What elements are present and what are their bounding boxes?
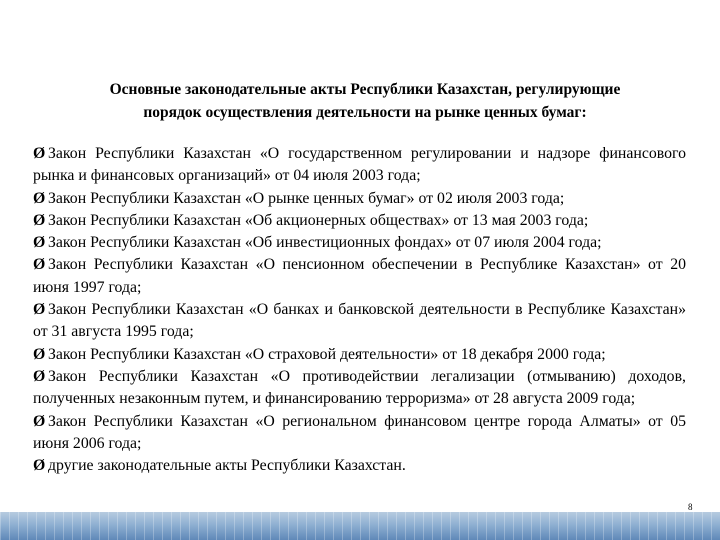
list-item	[33, 143, 686, 188]
arrow-bullet-icon: Ø	[33, 301, 46, 319]
arrow-bullet-icon: Ø	[33, 234, 46, 252]
arrow-bullet-icon: Ø	[33, 457, 46, 475]
list-item-text: Закон Республики Казахстан «О страховой деятельности» от 18 декабря 2000 года;	[48, 345, 606, 363]
arrow-bullet-icon: Ø	[33, 189, 46, 207]
list-item	[33, 210, 686, 232]
footer-stripes	[0, 512, 720, 540]
list-item-text: Закон Республики Казахстан «О банках и банковской деятельности в Республике Казахстан» от 31 августа 1995 года;	[33, 301, 686, 341]
arrow-bullet-icon: Ø	[33, 412, 46, 430]
list-item-text: Закон Республики Казахстан «О региональном финансовом центре города Алматы» от 05 июня 2006 года;	[33, 412, 686, 452]
list-item	[33, 232, 686, 254]
slide-title	[60, 78, 670, 124]
list-item-text: Закон Республики Казахстан «О пенсионном обеспечении в Республике Казахстан» от 20 июня 1997 года;	[33, 256, 686, 296]
list-item	[33, 299, 686, 344]
arrow-bullet-icon: Ø	[33, 145, 46, 162]
slide-title-line-1: Основные законодательные акты Республики Казахстан, регулирующие	[109, 81, 621, 98]
law-list	[33, 143, 686, 477]
list-item	[33, 344, 686, 366]
list-item-text: другие законодательные акты Республики Казахстан.	[48, 457, 406, 475]
slide-title-line-2: порядок осуществления деятельности на рынке ценных бумаг:	[143, 104, 587, 121]
list-item-text: Закон Республики Казахстан «Об акционерных обществах» от 13 мая 2003 года;	[48, 211, 589, 229]
arrow-bullet-icon: Ø	[33, 211, 46, 229]
list-item-text: Закон Республики Казахстан «О противодействии легализации (отмыванию) доходов, полученных незаконным путем, и финансированию терроризма» от 28 августа 2009 года;	[33, 367, 686, 408]
list-item-text: Закон Республики Казахстан «О рынке ценных бумаг» от 02 июля 2003 года;	[48, 189, 565, 207]
list-item-text: Закон Республики Казахстан «О государственном регулировании и надзоре финансового рынка и финансовых организаций» от 04 июля 2003 года;	[33, 145, 686, 185]
list-item	[33, 455, 686, 477]
arrow-bullet-icon: Ø	[33, 345, 46, 363]
list-item	[33, 254, 686, 299]
list-item-text: Закон Республики Казахстан «Об инвестиционных фондах» от 07 июля 2004 года;	[48, 234, 602, 252]
list-item	[33, 188, 686, 210]
list-item	[33, 411, 686, 456]
page-number: 8	[688, 502, 693, 512]
arrow-bullet-icon: Ø	[33, 256, 46, 274]
arrow-bullet-icon: Ø	[33, 367, 46, 385]
list-item	[33, 366, 686, 411]
